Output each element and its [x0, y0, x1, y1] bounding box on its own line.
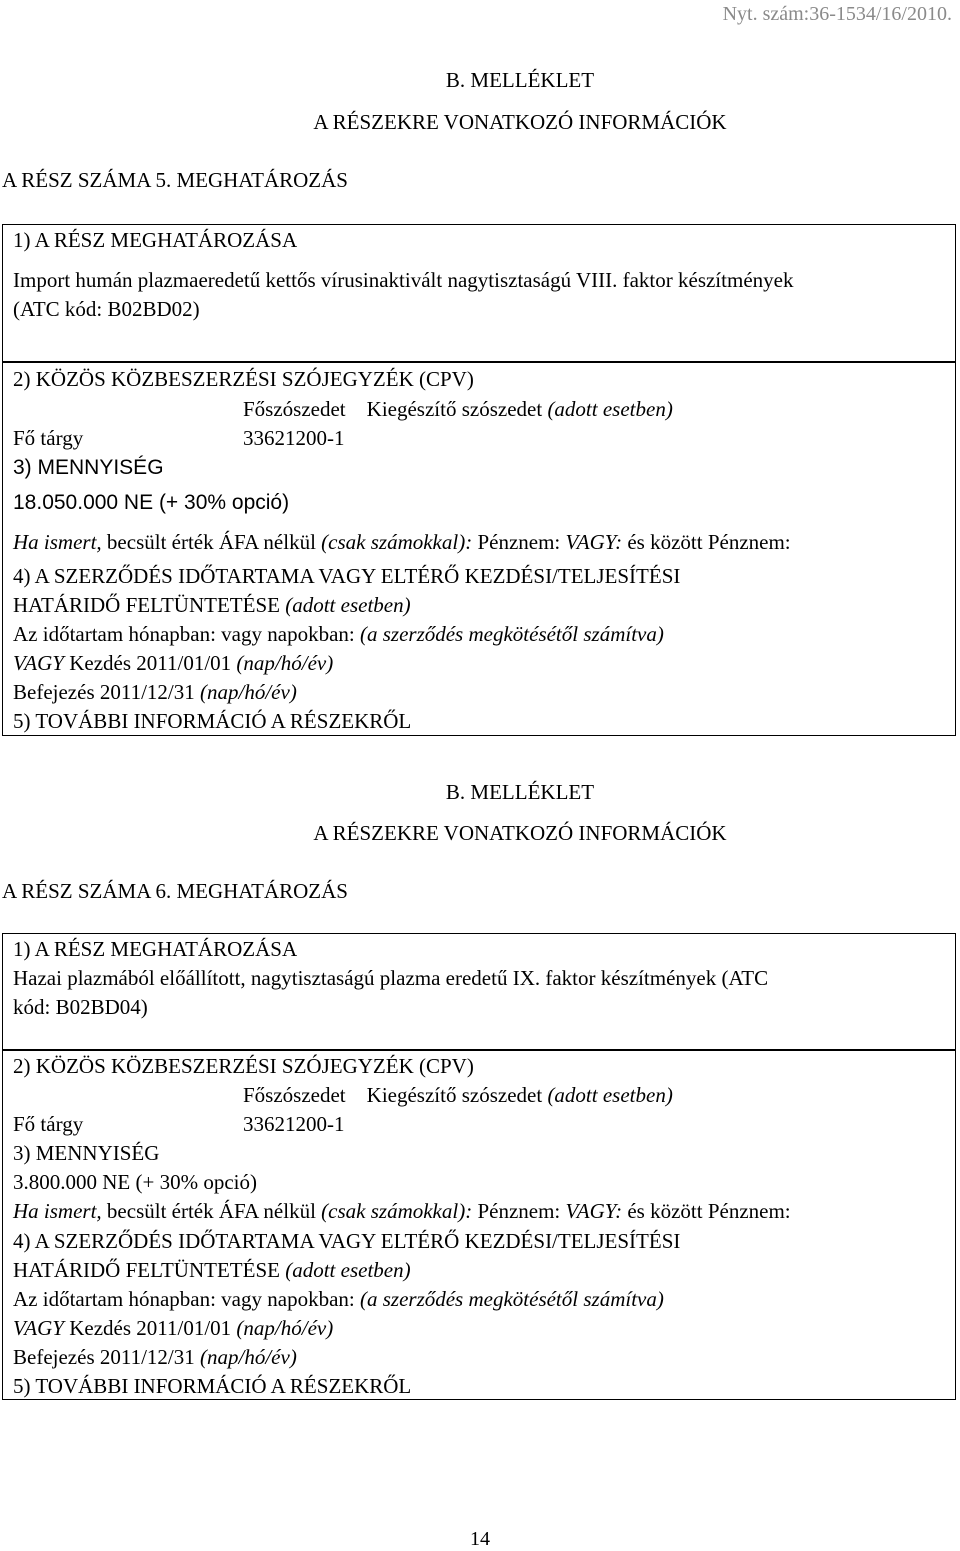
cpv-vocabulary-headers [243, 397, 673, 421]
end-date-line [13, 1345, 297, 1369]
cpv-vocabulary-headers [243, 1083, 673, 1107]
further-info-heading: 5) TOVÁBBI INFORMÁCIÓ A RÉSZEKRŐL [13, 709, 412, 733]
start-label: Kezdés [69, 1316, 132, 1340]
part-heading: A RÉSZ SZÁMA 6. MEGHATÁROZÁS [2, 879, 348, 903]
estimate-or: VAGY: [565, 530, 623, 554]
estimate-or: VAGY: [565, 1199, 623, 1223]
duration-heading-line-2 [13, 593, 411, 617]
or-label: VAGY [13, 1316, 64, 1340]
cpv-if-any-note: (adott esetben) [547, 1083, 673, 1107]
estimate-numbers-only: (csak számokkal): [321, 1199, 473, 1223]
annex-title: B. MELLÉKLET [445, 780, 595, 804]
duration-text: Az időtartam hónapban: vagy napokban: [13, 1287, 355, 1311]
date-format: (nap/hó/év) [200, 680, 297, 704]
end-date-line [13, 680, 297, 704]
definition-line-2: (ATC kód: B02BD02) [13, 297, 200, 321]
part-details-box [2, 362, 956, 736]
start-label: Kezdés [69, 651, 132, 675]
definition-line-1: Import humán plazmaeredetű kettős vírusinaktivált nagytisztaságú VIII. faktor készítmények [13, 268, 794, 292]
duration-text-line [13, 1287, 664, 1311]
start-date: 2011/01/01 [136, 1316, 232, 1340]
start-date-line [13, 651, 333, 675]
duration-heading-text: HATÁRIDŐ FELTÜNTETÉSE [13, 1258, 280, 1282]
cpv-heading: 2) KÖZÖS KÖZBESZERZÉSI SZÓJEGYZÉK (CPV) [13, 367, 474, 391]
definition-line-1: Hazai plazmából előállított, nagytisztaságú plazma eredetű IX. faktor készítmények (ATC [13, 966, 769, 990]
end-label: Befejezés [13, 680, 95, 704]
cpv-if-any-note: (adott esetben) [547, 397, 673, 421]
duration-heading-line-1: 4) A SZERZŐDÉS IDŐTARTAMA VAGY ELTÉRŐ KEZDÉSI/TELJESÍTÉSI [13, 1229, 681, 1253]
duration-from-conclusion: (a szerződés megkötésétől számítva) [359, 1287, 664, 1311]
end-date: 2011/12/31 [99, 680, 195, 704]
definition-heading: 1) A RÉSZ MEGHATÁROZÁSA [13, 937, 298, 961]
further-info-heading: 5) TOVÁBBI INFORMÁCIÓ A RÉSZEKRŐL [13, 1374, 412, 1398]
annex-title: B. MELLÉKLET [445, 68, 595, 92]
estimated-value-line [13, 530, 791, 554]
cpv-heading: 2) KÖZÖS KÖZBESZERZÉSI SZÓJEGYZÉK (CPV) [13, 1054, 474, 1078]
annex-subtitle: A RÉSZEKRE VONATKOZÓ INFORMÁCIÓK [313, 821, 727, 845]
main-object-cpv-code: 33621200-1 [243, 426, 345, 450]
estimate-numbers-only: (csak számokkal): [321, 530, 473, 554]
quantity-heading: 3) MENNYISÉG [13, 456, 164, 479]
duration-if-any: (adott esetben) [285, 1258, 411, 1282]
estimate-currency-label: Pénznem: [477, 530, 561, 554]
duration-from-conclusion: (a szerződés megkötésétől számítva) [359, 622, 664, 646]
main-object-label: Fő tárgy [13, 1112, 84, 1136]
estimated-value-line [13, 1199, 791, 1223]
part-heading: A RÉSZ SZÁMA 5. MEGHATÁROZÁS [2, 168, 348, 192]
definition-heading: 1) A RÉSZ MEGHATÁROZÁSA [13, 228, 298, 252]
estimate-text: becsült érték ÁFA nélkül [106, 530, 316, 554]
quantity-value: 18.050.000 NE (+ 30% opció) [13, 491, 290, 514]
date-format: (nap/hó/év) [236, 1316, 334, 1340]
cpv-supplementary-vocabulary-label: Kiegészítő szószedet [366, 397, 543, 421]
page-number: 14 [470, 1528, 490, 1550]
main-object-label: Fő tárgy [13, 426, 84, 450]
quantity-value: 3.800.000 NE (+ 30% opció) [13, 1170, 257, 1194]
date-format: (nap/hó/év) [236, 651, 334, 675]
start-date-line [13, 1316, 333, 1340]
start-date: 2011/01/01 [136, 651, 232, 675]
part-definition-box [2, 224, 956, 362]
duration-if-any: (adott esetben) [285, 593, 411, 617]
definition-line-2: kód: B02BD04) [13, 995, 148, 1019]
or-label: VAGY [13, 651, 64, 675]
duration-text-line [13, 622, 664, 646]
end-label: Befejezés [13, 1345, 95, 1369]
end-date: 2011/12/31 [99, 1345, 195, 1369]
estimate-range-currency: és között Pénznem: [627, 530, 791, 554]
document-reference-number: Nyt. szám:36-1534/16/2010. [722, 3, 952, 25]
estimate-currency-label: Pénznem: [477, 1199, 561, 1223]
part-definition-box [2, 933, 956, 1050]
date-format: (nap/hó/év) [200, 1345, 297, 1369]
annex-subtitle: A RÉSZEKRE VONATKOZÓ INFORMÁCIÓK [313, 110, 727, 134]
estimate-range-currency: és között Pénznem: [627, 1199, 791, 1223]
cpv-main-vocabulary-label: Főszószedet [243, 397, 346, 421]
part-details-box [2, 1050, 956, 1400]
duration-heading-line-1: 4) A SZERZŐDÉS IDŐTARTAMA VAGY ELTÉRŐ KEZDÉSI/TELJESÍTÉSI [13, 564, 681, 588]
cpv-supplementary-vocabulary-label: Kiegészítő szószedet [366, 1083, 543, 1107]
duration-heading-text: HATÁRIDŐ FELTÜNTETÉSE [13, 593, 280, 617]
main-object-cpv-code: 33621200-1 [243, 1112, 345, 1136]
duration-text: Az időtartam hónapban: vagy napokban: [13, 622, 355, 646]
estimate-if-known: Ha ismert, [13, 1199, 102, 1223]
cpv-main-vocabulary-label: Főszószedet [243, 1083, 346, 1107]
estimate-if-known: Ha ismert, [13, 530, 102, 554]
estimate-text: becsült érték ÁFA nélkül [106, 1199, 316, 1223]
quantity-heading: 3) MENNYISÉG [13, 1141, 160, 1165]
duration-heading-line-2 [13, 1258, 411, 1282]
